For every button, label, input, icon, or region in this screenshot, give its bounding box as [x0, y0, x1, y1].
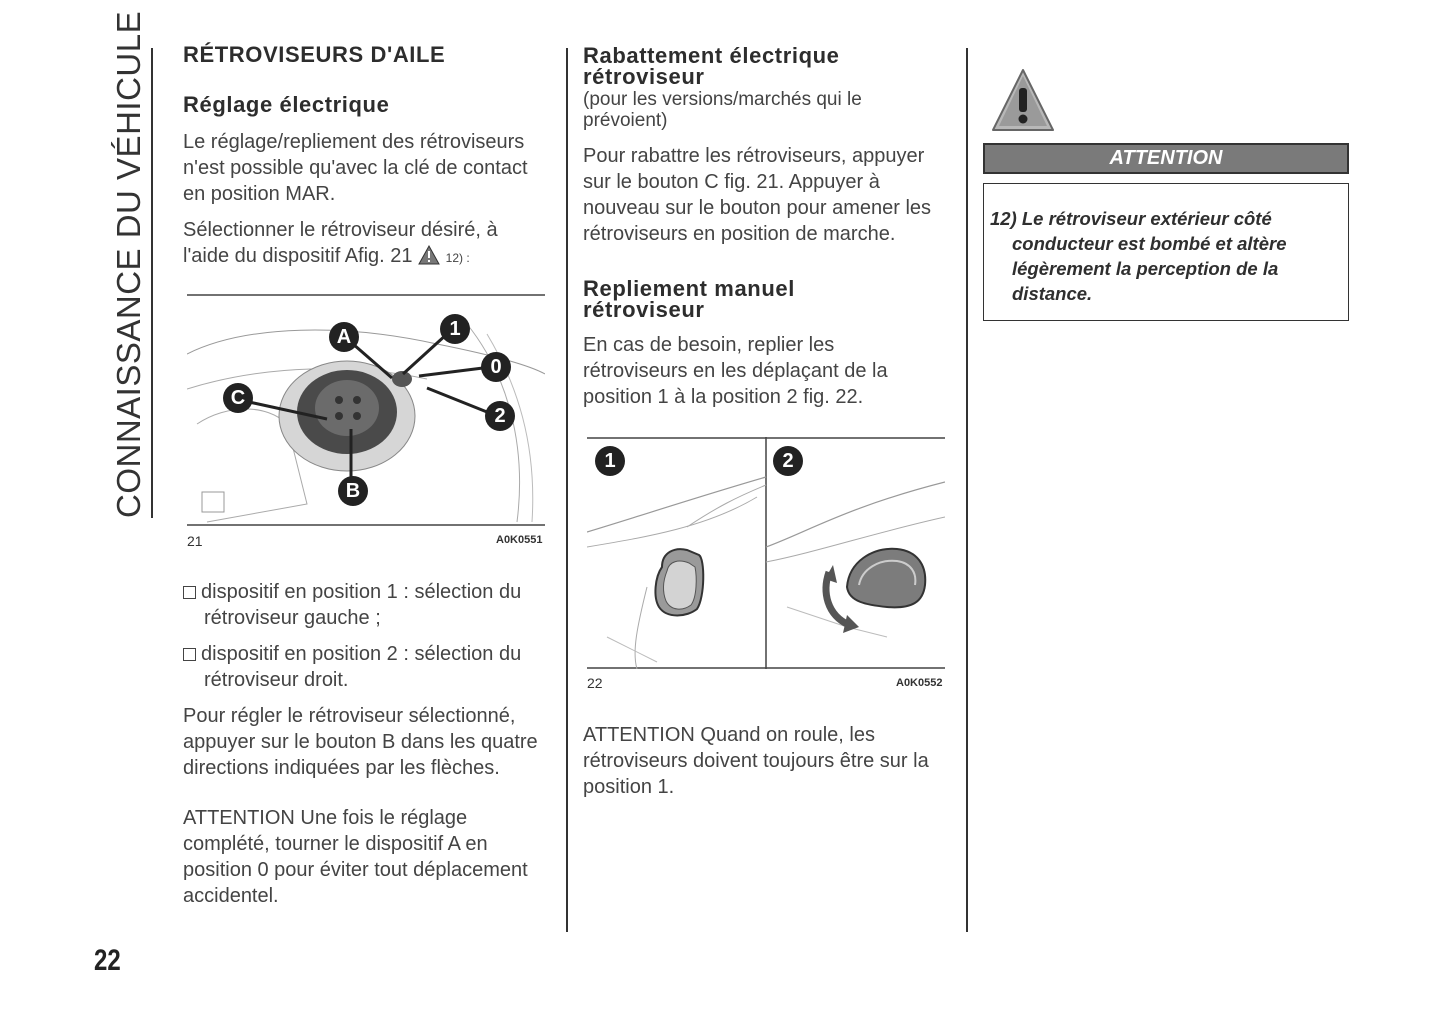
paragraph-manual-fold: En cas de besoin, replier les rétroviseurs en les déplaçant de la position 1 à la position 2 fig. 22.: [583, 334, 888, 408]
warning-triangle-icon: [418, 245, 440, 272]
heading-manual-folding-line1: Repliement manuel: [583, 276, 795, 301]
bullet-position-1: [183, 579, 553, 631]
bullet-position-2: [183, 641, 553, 693]
paragraph-attention-adjust: ATTENTION Une fois le réglage complété, tourner le dispositif A en position 0 pour éviter tout déplacement accidentel.: [183, 807, 528, 907]
heading-electric-folding-line2: rétroviseur: [583, 64, 705, 89]
figure-label-2: 2: [485, 401, 515, 431]
figure-label-a: A: [329, 322, 359, 352]
bullet-position-2-text: dispositif en position 2 : sélection du rétroviseur droit.: [201, 643, 522, 691]
attention-box: [983, 183, 1349, 321]
paragraph-key-position: Le réglage/repliement des rétroviseurs n'est possible qu'avec la clé de contact en position MAR.: [183, 131, 528, 205]
figure-label-c: C: [223, 383, 253, 413]
select-mirror-text: Sélectionner le rétroviseur désiré, à l'aide du dispositif Afig. 21: [183, 219, 498, 267]
warning-triangle-large-icon: [989, 66, 1057, 136]
figure-21: [187, 294, 545, 526]
sidebar-rule: [151, 48, 153, 518]
paragraph-fold-button: Pour rabattre les rétroviseurs, appuyer sur le bouton C fig. 21. Appuyer à nouveau sur le bouton pour amener les rétroviseurs en position de marche.: [583, 145, 932, 245]
heading-electric-folding-line1: Rabattement électrique: [583, 43, 840, 68]
column-2-lower: [583, 722, 953, 800]
paragraph-attention-driving: ATTENTION Quand on roule, les rétroviseurs doivent toujours être sur la position 1.: [583, 724, 929, 798]
figure-label-1: 1: [595, 446, 625, 476]
figure-22-code: A0K0552: [896, 677, 943, 689]
figure-21-number: 21: [187, 533, 203, 549]
paragraph-adjust-mirror: Pour régler le rétroviseur sélectionné, appuyer sur le bouton B dans les quatre directions indiquées par les flèches.: [183, 705, 538, 779]
column-divider-2: [966, 48, 968, 932]
column-1: [183, 42, 553, 272]
section-heading: RÉTROVISEURS D'AILE: [183, 42, 446, 67]
column-1-lower: [183, 579, 553, 909]
column-divider-1: [566, 48, 568, 932]
bullet-position-1-text: dispositif en position 1 : sélection du rétroviseur gauche ;: [201, 581, 522, 629]
column-2: [583, 42, 953, 410]
checkbox-bullet-icon: [183, 586, 196, 599]
warning-text: 12) Le rétroviseur extérieur côté conducteur est bombé et altère légèrement la perception de la distance.: [990, 208, 1287, 304]
warning-reference: 12) :: [445, 251, 470, 265]
figure-22: [587, 437, 945, 669]
heading-electric-folding: [583, 45, 953, 87]
attention-title-bar: ATTENTION: [983, 143, 1349, 174]
checkbox-bullet-icon: [183, 648, 196, 661]
figure-label-b: B: [338, 476, 368, 506]
heading-manual-folding: [583, 278, 953, 320]
figure-label-2: 2: [773, 446, 803, 476]
section-title: CONNAISSANCE DU VÉHICULE: [110, 10, 147, 518]
versions-note: (pour les versions/marchés qui le prévoient): [583, 89, 862, 131]
page-number: 22: [94, 944, 121, 977]
heading-manual-folding-line2: rétroviseur: [583, 297, 705, 322]
paragraph-select-mirror: [183, 217, 548, 272]
figure-21-code: A0K0551: [496, 534, 543, 546]
figure-22-number: 22: [587, 675, 603, 691]
figure-label-1: 1: [440, 314, 470, 344]
figure-label-0: 0: [481, 352, 511, 382]
subheading-electric-adjust: Réglage électrique: [183, 92, 390, 117]
